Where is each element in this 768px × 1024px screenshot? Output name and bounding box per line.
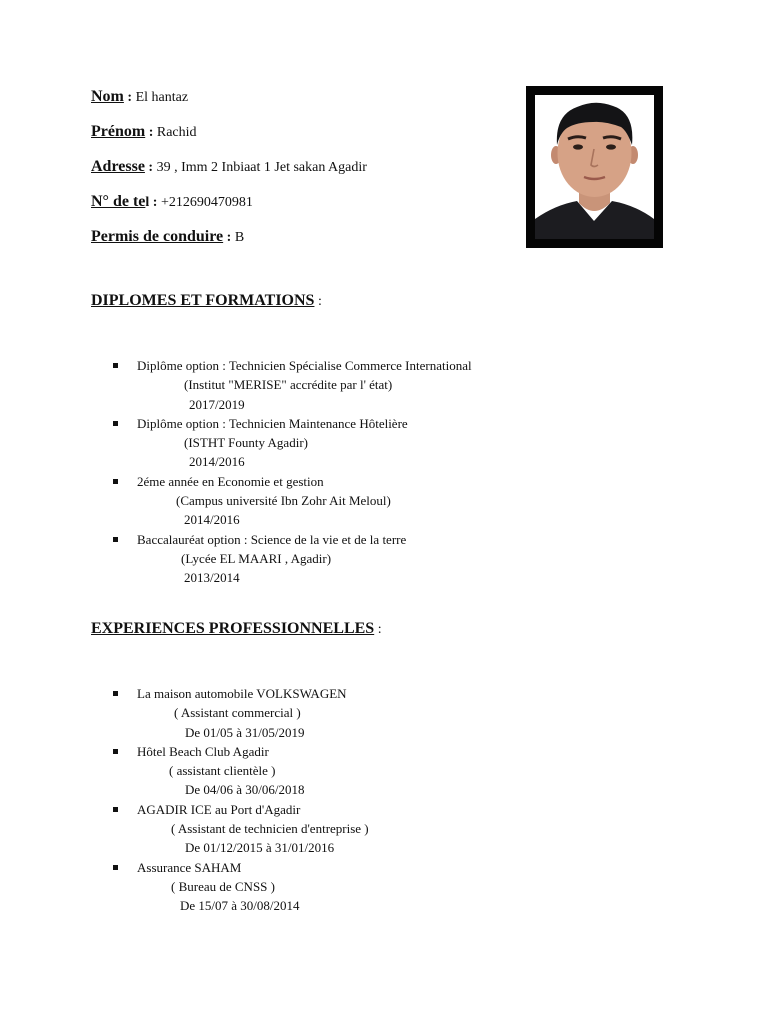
item-title: Diplôme option : Technicien Spécialise Commerce International <box>137 358 472 373</box>
list-item <box>113 414 472 472</box>
item-dates: De 01/05 à 31/05/2019 <box>185 724 305 740</box>
item-title: 2éme année en Economie et gestion <box>137 473 324 489</box>
list-item <box>113 472 472 530</box>
item-title-line <box>113 858 369 877</box>
item-institution: (Institut "MERISE" accrédite par l' état) <box>184 377 393 393</box>
list-item <box>113 742 369 800</box>
item-title: AGADIR ICE au Port d'Agadir <box>137 801 301 817</box>
item-dates: 2013/2014 <box>184 570 240 586</box>
permis-label: Permis de conduire <box>91 228 224 245</box>
prenom-separator: : <box>145 125 157 140</box>
prenom-label: Prénom <box>91 123 146 140</box>
item-title-line <box>113 414 472 433</box>
diplomes-list <box>113 356 472 588</box>
nom-value: El hantaz <box>135 90 189 105</box>
permis-separator: : <box>223 230 235 245</box>
item-title: Assurance SAHAM <box>137 859 242 875</box>
item-dates: 2014/2016 <box>184 512 240 528</box>
nom-label: Nom <box>91 88 124 105</box>
bullet-icon <box>113 807 118 812</box>
field-prenom <box>91 123 197 142</box>
diplomes-colon: : <box>314 294 322 309</box>
experiences-colon: : <box>374 622 382 637</box>
bullet-icon <box>113 479 118 484</box>
item-title: Diplôme option : Technicien Maintenance Hôtelière <box>137 415 408 431</box>
item-role: ( Assistant commercial ) <box>174 705 301 721</box>
item-role: ( assistant clientèle ) <box>169 763 276 779</box>
telephone-value: +212690470981 <box>160 195 253 210</box>
field-telephone <box>91 193 253 212</box>
list-item <box>113 530 472 588</box>
photo-frame <box>526 86 663 248</box>
telephone-label: N° de te <box>91 193 146 210</box>
section-experiences-heading <box>91 620 382 638</box>
item-institution: (Lycée EL MAARI , Agadir) <box>181 550 332 566</box>
item-title-line <box>113 356 472 375</box>
section-diplomes-heading <box>91 292 322 310</box>
bullet-icon <box>113 421 118 426</box>
item-dates: De 15/07 à 30/08/2014 <box>180 898 300 914</box>
item-institution: (ISTHT Founty Agadir) <box>184 435 308 451</box>
item-title-line <box>113 800 369 819</box>
diplomes-title: DIPLOMES ET FORMATIONS <box>91 292 315 309</box>
bullet-icon <box>113 537 118 542</box>
item-role: ( Assistant de technicien d'entreprise ) <box>171 821 369 837</box>
nom-separator: : <box>123 90 136 105</box>
list-item <box>113 684 369 742</box>
item-title: Hôtel Beach Club Agadir <box>137 743 269 759</box>
adresse-separator: : <box>144 160 157 175</box>
bullet-icon <box>113 691 118 696</box>
item-title: La maison automobile VOLKSWAGEN <box>137 686 347 701</box>
bullet-icon <box>113 749 118 754</box>
item-dates: De 04/06 à 30/06/2018 <box>185 782 305 798</box>
list-item <box>113 356 472 414</box>
item-institution: (Campus université Ibn Zohr Ait Meloul) <box>176 493 391 509</box>
item-dates: De 01/12/2015 à 31/01/2016 <box>185 840 335 856</box>
profile-photo <box>535 95 654 239</box>
adresse-label: Adresse <box>91 158 145 175</box>
bullet-icon <box>113 363 118 368</box>
item-title-line <box>113 530 472 549</box>
item-role: ( Bureau de CNSS ) <box>171 878 275 894</box>
item-title: Baccalauréat option : Science de la vie et de la terre <box>137 531 407 547</box>
telephone-separator: l : <box>145 195 161 210</box>
field-adresse <box>91 158 367 177</box>
prenom-value: Rachid <box>156 125 197 140</box>
bullet-icon <box>113 865 118 870</box>
experiences-title: EXPERIENCES PROFESSIONNELLES <box>91 620 375 637</box>
permis-value: B <box>234 230 245 245</box>
field-permis <box>91 228 244 247</box>
list-item <box>113 800 369 858</box>
item-title-line <box>113 684 369 703</box>
adresse-value: 39 , Imm 2 Inbiaat 1 Jet sakan Agadir <box>156 160 367 175</box>
experiences-list <box>113 684 369 916</box>
item-title-line <box>113 742 369 761</box>
item-dates: 2017/2019 <box>189 396 245 412</box>
list-item <box>113 858 369 916</box>
field-nom <box>91 88 188 107</box>
item-dates: 2014/2016 <box>189 454 245 470</box>
item-title-line <box>113 472 472 491</box>
